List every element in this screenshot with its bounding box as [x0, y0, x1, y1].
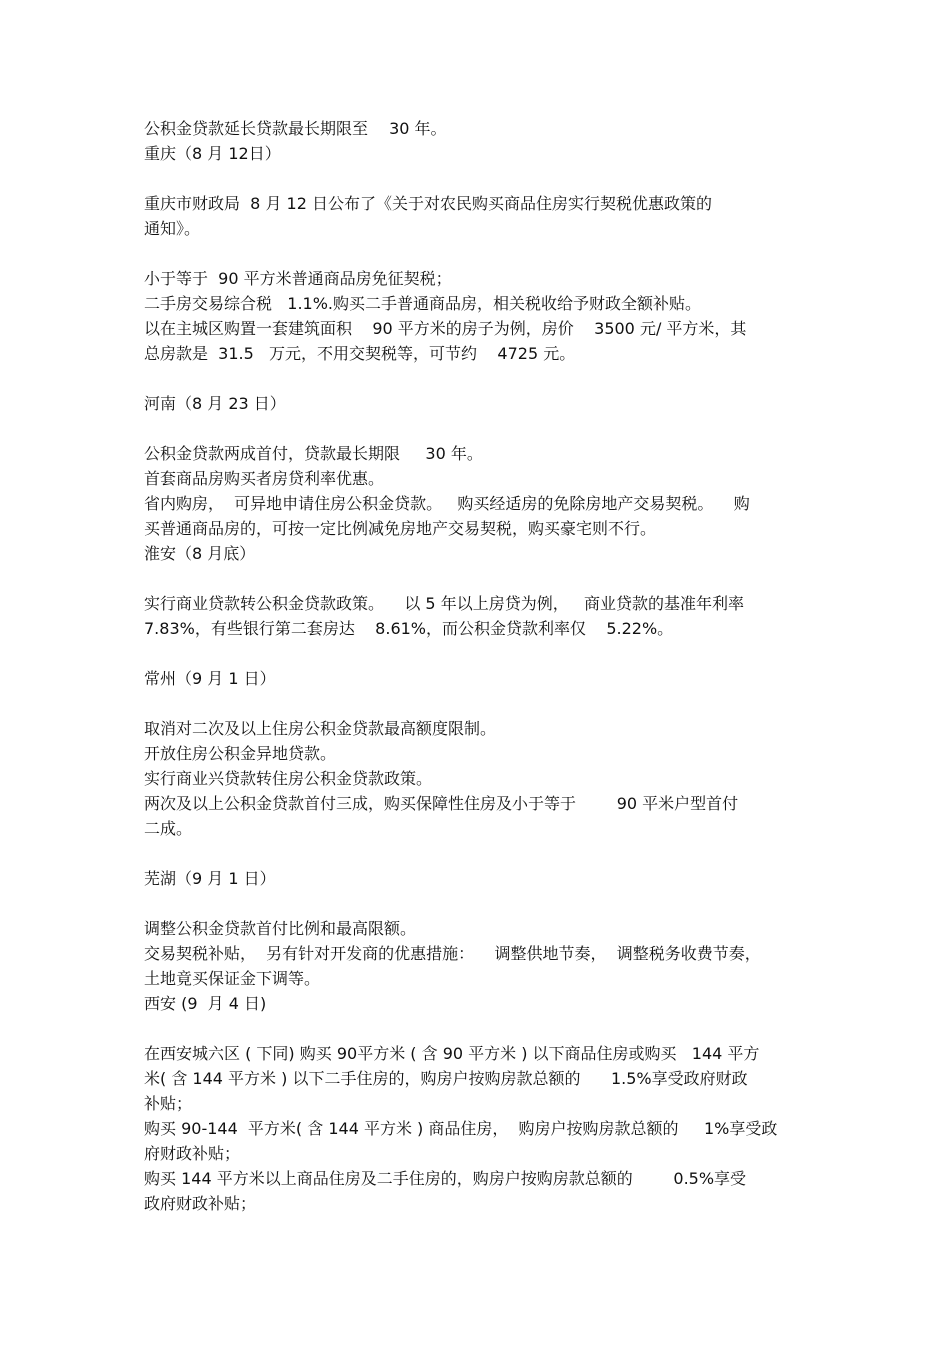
text-line: 二手房交易综合税 1.1%.购买二手普通商品房，相关税收给予财政全额补贴。 [144, 294, 701, 313]
text-line: 重庆市财政局 8 月 12 日公布了《关于对农民购买商品住房实行契税优惠政策的 [144, 194, 712, 213]
text-line: 实行商业贷款转公积金贷款政策。 以 5 年以上房贷为例， 商业贷款的基准年利率 [144, 594, 744, 613]
text-line: 小于等于 90 平方米普通商品房免征契税； [144, 269, 452, 288]
text-line: 开放住房公积金异地贷款。 [144, 744, 337, 763]
text-line: 购买 144 平方米以上商品住房及二手住房的，购房户按购房款总额的 0.5%享受 [144, 1169, 747, 1188]
text-line: 公积金贷款延长贷款最长期限至 30 年。 [144, 119, 447, 138]
text-line: 米( 含 144 平方米 ) 以下二手住房的，购房户按购房款总额的 1.5%享受政府财政 [144, 1069, 748, 1088]
section-heading-wuhu: 芜湖（9 月 1 日） [144, 869, 276, 888]
section-heading-huaian: 淮安（8 月底） [144, 544, 256, 563]
text-line: 7.83%，有些银行第二套房达 8.61%，而公积金贷款利率仅 5.22%。 [144, 619, 674, 638]
text-line: 总房款是 31.5 万元，不用交契税等，可节约 4725 元。 [144, 344, 576, 363]
text-line: 实行商业兴贷款转住房公积金贷款政策。 [144, 769, 433, 788]
text-line: 调整公积金贷款首付比例和最高限额。 [144, 919, 417, 938]
section-heading-chongqing: 重庆（8 月 12日） [144, 144, 281, 163]
text-line: 买普通商品房的，可按一定比例减免房地产交易契税，购买豪宅则不行。 [144, 519, 657, 538]
text-line: 两次及以上公积金贷款首付三成，购买保障性住房及小于等于 90 平米户型首付 [144, 794, 739, 813]
section-heading-henan: 河南（8 月 23 日） [144, 394, 286, 413]
section-heading-xian: 西安 (9 月 4 日) [144, 994, 267, 1013]
text-line: 省内购房， 可异地申请住房公积金贷款。 购买经适房的免除房地产交易契税。 购 [144, 494, 750, 513]
text-line: 首套商品房购买者房贷利率优惠。 [144, 469, 385, 488]
text-line: 购买 90-144 平方米( 含 144 平方米 ) 商品住房， 购房户按购房款总额的 1%享受政 [144, 1119, 778, 1138]
section-heading-changzhou: 常州（9 月 1 日） [144, 669, 276, 688]
text-line: 府财政补贴； [144, 1144, 241, 1163]
text-line: 公积金贷款两成首付，贷款最长期限 30 年。 [144, 444, 483, 463]
text-line: 在西安城六区 ( 下同) 购买 90平方米 ( 含 90 平方米 ) 以下商品住房或购买 144 平方 [144, 1044, 760, 1063]
text-line: 补贴； [144, 1094, 193, 1113]
text-line: 交易契税补贴， 另有针对开发商的优惠措施： 调整供地节奏， 调整税务收费节奏， [144, 944, 761, 963]
text-line: 以在主城区购置一套建筑面积 90 平方米的房子为例，房价 3500 元/ 平方米，其 [144, 319, 747, 338]
text-line: 二成。 [144, 819, 193, 838]
text-line: 政府财政补贴； [144, 1194, 257, 1213]
text-line: 通知》。 [144, 219, 201, 238]
text-line: 取消对二次及以上住房公积金贷款最高额度限制。 [144, 719, 497, 738]
text-line: 土地竟买保证金下调等。 [144, 969, 321, 988]
